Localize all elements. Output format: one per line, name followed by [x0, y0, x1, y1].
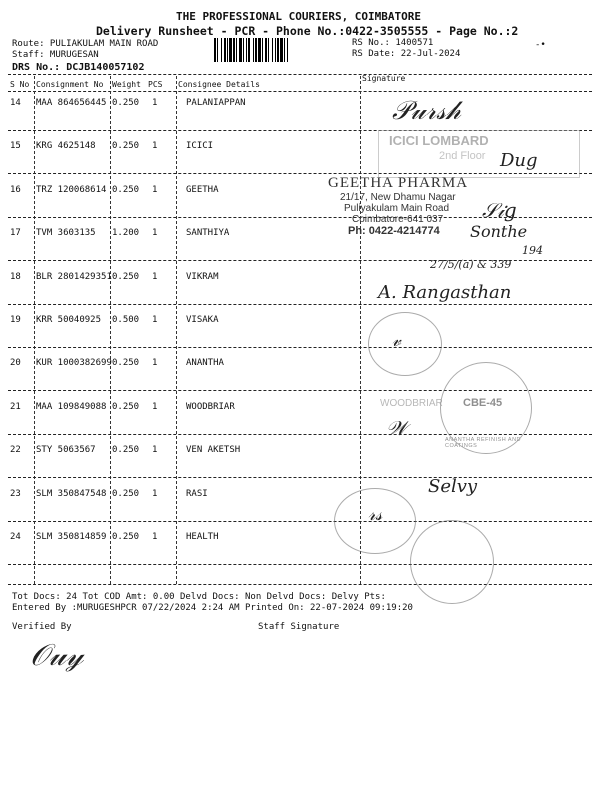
stamp-line-4: Coimbatore-641 037	[352, 214, 444, 225]
cell-sno: 24	[10, 532, 21, 542]
signature-row18: A. Rangasthan	[378, 282, 512, 303]
row-separator	[8, 564, 592, 565]
cell-weight: 0.250	[112, 358, 140, 369]
cell-consignee: VEN AKETSH	[186, 445, 241, 456]
cell-weight: 0.250	[112, 401, 140, 412]
verified-by-label: Verified By	[12, 622, 72, 632]
cell-consignment: KRR 50040925	[36, 315, 102, 325]
signature-row17: Sonthe	[470, 222, 528, 241]
col-sno: S No	[10, 80, 30, 89]
cell-consignee: SANTHIYA	[186, 228, 230, 239]
cell-pcs: 1	[152, 488, 158, 499]
cell-consignee: WOODBRIAR	[186, 401, 235, 412]
entered-by-line: Entered By :MURUGESHPCR 07/22/2024 2:24 AM Printed On: 22-07-2024 09:19:20	[12, 603, 413, 613]
totals-line: Tot Docs: 24 Tot COD Amt: 0.00 Delvd Docs: Non Delvd Docs: Delvy Pts:	[12, 592, 386, 602]
cell-consignment: SLM 350847548	[36, 488, 107, 499]
cell-pcs: 1	[152, 228, 158, 239]
rs-number: RS No.: 1400571	[352, 38, 434, 48]
cell-sno: 21	[10, 401, 21, 412]
staff-label: Staff: MURUGESAN	[12, 50, 99, 60]
drs-label: DRS No.:	[12, 62, 61, 73]
cell-sno: 23	[10, 488, 21, 499]
cell-pcs: 1	[152, 98, 158, 108]
cell-pcs: 1	[152, 315, 158, 325]
cell-consignment: TRZ 120068614	[36, 184, 107, 195]
cell-consignment: SLM 350814859	[36, 532, 107, 542]
cell-sno: 17	[10, 228, 21, 239]
anantha-seal-text: ANANTHA REFINISH AND COATINGS	[445, 437, 522, 449]
row-separator	[8, 477, 592, 478]
cell-consignment: KRG 4625148	[36, 141, 96, 152]
cell-consignment: TVM 3603135	[36, 228, 96, 239]
anantha-seal	[440, 362, 532, 454]
round-stamp-row19	[368, 312, 442, 376]
col-weight: Weight	[112, 80, 141, 89]
cell-pcs: 1	[152, 141, 158, 152]
anantha-seal-center: CBE-45	[463, 397, 503, 409]
company-title: THE PROFESSIONAL COURIERS, COIMBATORE	[176, 10, 422, 23]
cell-consignment: MAA 864656445	[36, 98, 107, 108]
stamp-line-1: GEETHA PHARMA	[328, 175, 469, 191]
cell-consignee: HEALTH	[186, 532, 219, 542]
col-consignee: Consignee Details	[178, 80, 260, 89]
barcode	[214, 38, 344, 62]
cell-sno: 14	[10, 98, 21, 108]
col-consignment: Consignment No	[36, 80, 104, 89]
signature-row21: 𝒲	[386, 416, 407, 440]
col-signature: Signature	[362, 74, 406, 83]
woodbriar-stamp: WOODBRIAR	[380, 398, 443, 409]
table-row	[0, 532, 600, 576]
barcode-graphic	[214, 38, 344, 62]
handwritten-194: 194	[522, 244, 543, 257]
cell-consignment: STY 5063567	[36, 445, 96, 456]
table-row	[0, 489, 600, 533]
cell-consignee: VIKRAM	[186, 271, 219, 282]
drs-value: DCJB140057102	[66, 62, 145, 73]
col-pcs: PCS	[148, 80, 163, 89]
cell-weight: 0.250	[112, 184, 140, 195]
cell-consignment: MAA 109849088	[36, 401, 107, 412]
cell-sno: 16	[10, 184, 21, 195]
health-seal	[410, 520, 494, 604]
pen-mark: -•	[535, 40, 546, 50]
signature-row14: 𝒫𝓊𝓇𝓈𝒽	[392, 96, 461, 126]
cell-weight: 0.250	[112, 271, 140, 282]
handwritten-note: 27/5/(a) & 339	[430, 258, 512, 271]
cell-weight: 0.250	[112, 141, 140, 152]
icici-stamp-line: 2nd Floor	[439, 150, 486, 162]
cell-sno: 18	[10, 271, 21, 282]
route-label: Route: PULIAKULAM MAIN ROAD	[12, 39, 159, 49]
cell-consignee: ANANTHA	[186, 358, 224, 369]
stamp-line-3: Puliyakulam Main Road	[344, 203, 450, 214]
drs-number	[12, 62, 144, 73]
signature-row22: Selvy	[428, 476, 478, 497]
header-rule-top	[8, 74, 592, 75]
verified-signature: 𝒪𝓊𝓎	[30, 638, 84, 673]
cell-sno: 15	[10, 141, 21, 152]
cell-consignment: BLR 2801429351	[36, 271, 112, 282]
cell-consignee: PALANIAPPAN	[186, 98, 246, 108]
signature-row19: 𝓋	[392, 330, 401, 351]
cell-pcs: 1	[152, 358, 158, 369]
signature-row23: 𝓇𝓈	[368, 504, 383, 525]
signature-row15: Dug	[500, 150, 538, 171]
icici-stamp-text: ICICI LOMBARD	[389, 133, 489, 148]
cell-pcs: 1	[152, 184, 158, 195]
stamp-line-5: Ph: 0422-4214774	[348, 225, 440, 237]
cell-consignee: ICICI	[186, 141, 214, 152]
cell-weight: 0.500	[112, 315, 140, 325]
geetha-pharma-stamp	[328, 175, 468, 237]
cell-weight: 0.250	[112, 488, 140, 499]
cell-pcs: 1	[152, 532, 158, 542]
cell-pcs: 1	[152, 445, 158, 456]
row-separator	[8, 521, 592, 522]
cell-weight: 0.250	[112, 532, 140, 542]
cell-pcs: 1	[152, 401, 158, 412]
cell-consignee: VISAKA	[186, 315, 219, 325]
cell-consignment: KUR 1000382699	[36, 358, 112, 369]
row-separator	[8, 304, 592, 305]
cell-pcs: 1	[152, 271, 158, 282]
cell-consignee: GEETHA	[186, 184, 219, 195]
staff-signature-label: Staff Signature	[258, 622, 340, 632]
cell-weight: 0.250	[112, 98, 140, 108]
table-bottom-rule	[8, 584, 592, 585]
rs-date: RS Date: 22-Jul-2024	[352, 49, 461, 59]
cell-weight: 1.200	[112, 228, 140, 239]
row-separator	[8, 347, 592, 348]
table-row	[0, 315, 600, 359]
header-rule-bottom	[8, 91, 592, 92]
cell-weight: 0.250	[112, 445, 140, 456]
cell-sno: 19	[10, 315, 21, 325]
stamp-line-2: 21/17, New Dhamu Nagar	[340, 192, 456, 203]
table-row	[0, 445, 600, 489]
icici-stamp	[378, 130, 580, 178]
cell-sno: 22	[10, 445, 21, 456]
runsheet-title: Delivery Runsheet - PCR - Phone No.:0422-3505555 - Page No.:2	[96, 24, 519, 38]
cell-sno: 20	[10, 358, 21, 369]
cell-consignee: RASI	[186, 488, 208, 499]
signature-row16: 𝒮𝒾𝑔	[482, 198, 517, 222]
